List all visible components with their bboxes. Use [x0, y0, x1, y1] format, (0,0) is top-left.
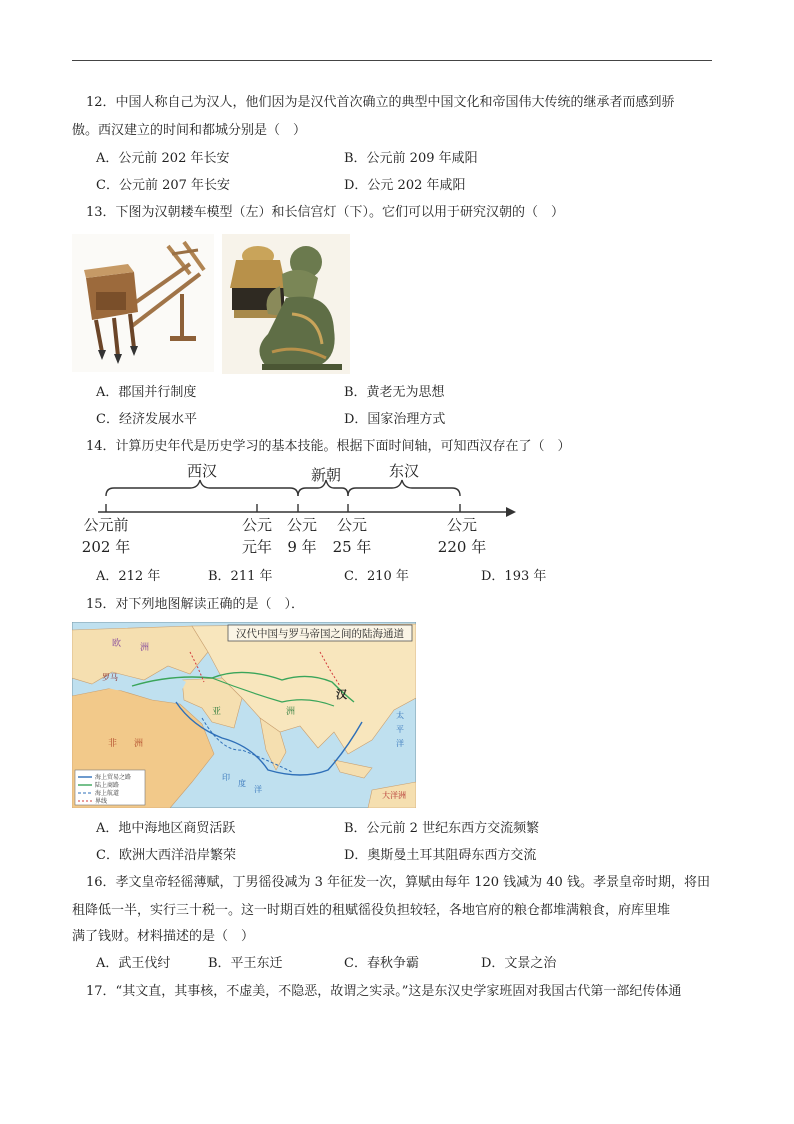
q13-option-d[interactable]: D．国家治理方式: [344, 412, 446, 427]
q12-option-a[interactable]: A．公元前 202 年长安: [96, 151, 230, 166]
map-label-yang-pac: 洋: [396, 739, 404, 748]
q14-stem: 14．计算历史年代是历史学习的基本技能。根据下面时间轴，可知西汉存在了（ ）: [86, 439, 571, 454]
q14-option-d[interactable]: D．193 年: [481, 569, 547, 584]
map-title: 汉代中国与罗马帝国之间的陆海通道: [236, 628, 404, 640]
map-label-oceania: 大洋洲: [382, 791, 406, 800]
q12-stem-line1: 12．中国人称自己为汉人，他们因为是汉代首次确立的典型中国文化和帝国伟大传统的继承者而感到骄: [86, 95, 675, 110]
tick-label-202bc-line1: 公元前: [83, 516, 129, 534]
tick-label-ad25-line1: 公元: [336, 516, 368, 534]
brace-donghan: [348, 480, 460, 496]
legend-item-sea-route: 海上航道: [95, 790, 120, 797]
q12-stem-line2: 傲。西汉建立的时间和都城分别是（ ）: [72, 123, 307, 138]
tick-label-ad1-line2: 元年: [241, 538, 273, 556]
map-label-han: 汉: [336, 688, 347, 701]
q13-option-c[interactable]: C．经济发展水平: [96, 412, 197, 427]
q16-option-c[interactable]: C．春秋争霸: [344, 956, 419, 971]
q15-option-d[interactable]: D．奥斯曼土耳其阻碍东西方交流: [344, 848, 537, 863]
map-label-yang-ind: 洋: [254, 785, 262, 794]
map-label-ping: 平: [396, 725, 404, 734]
period-label-xihan: 西汉: [186, 462, 218, 480]
q15-option-c[interactable]: C．欧洲大西洋沿岸繁荣: [96, 848, 236, 863]
han-rome-route-map: [72, 622, 416, 808]
tick-label-ad220-line1: 公元: [446, 516, 478, 534]
timeline-arrow: [506, 507, 516, 517]
q13-option-a[interactable]: A．郡国并行制度: [96, 385, 197, 400]
q16-stem-line2: 租降低一半，实行三十税一。这一时期百姓的租赋徭役负担较轻，各地官府的粮仓都堆满粮食，府库里堆: [72, 903, 671, 918]
brace-xihan: [106, 480, 298, 496]
legend-item-land-route: 陆上商路: [95, 782, 120, 789]
map-label-ou: 欧: [112, 639, 122, 649]
tick-label-ad9-line2: 9 年: [287, 538, 317, 556]
q16-stem-line3: 满了钱财。材料描述的是（ ）: [72, 929, 255, 944]
tick-label-ad220-line2: 220 年: [437, 538, 487, 556]
legend-item-sea-trade: 海上贸易之路: [95, 774, 132, 781]
tick-label-ad1-line1: 公元: [241, 516, 273, 534]
map-label-du: 度: [238, 779, 246, 788]
period-label-xinchao: 新朝: [310, 466, 342, 484]
q13-stem: 13．下图为汉朝耧车模型（左）和长信宫灯（下）。它们可以用于研究汉朝的（ ）: [86, 205, 565, 220]
q16-option-d[interactable]: D．文景之治: [481, 956, 557, 971]
q16-option-b[interactable]: B．平王东迁: [208, 956, 283, 971]
legend-item-boundary: 界线: [95, 798, 108, 805]
map-label-zhou-eu: 洲: [140, 643, 150, 653]
q15-option-a[interactable]: A．地中海地区商贸活跃: [96, 821, 236, 836]
q15-stem: 15．对下列地图解读正确的是（ ）．: [86, 597, 305, 612]
q16-option-a[interactable]: A．武王伐纣: [96, 956, 171, 971]
map-label-yin: 印: [222, 773, 230, 782]
q14-option-b[interactable]: B．211 年: [208, 569, 273, 584]
tick-label-202bc-line2: 202 年: [81, 538, 131, 556]
q15-option-b[interactable]: B．公元前 2 世纪东西方交流频繁: [344, 821, 540, 836]
timeline-figure: [70, 458, 530, 568]
q12-option-c[interactable]: C．公元前 207 年长安: [96, 178, 231, 193]
tick-label-ad9-line1: 公元: [286, 516, 318, 534]
map-label-zhou-as: 洲: [286, 707, 296, 717]
map-label-rome: 罗马: [102, 673, 118, 682]
map-label-tai: 太: [396, 711, 404, 720]
q17-stem: 17．“其文直，其事核，不虚美，不隐恶，故谓之实录。”这是东汉史学家班固对我国古代第一部纪传体通: [86, 984, 682, 999]
q12-option-b[interactable]: B．公元前 209 年咸阳: [344, 151, 478, 166]
header-rule: [72, 60, 712, 61]
q13-option-b[interactable]: B．黄老无为思想: [344, 385, 445, 400]
q14-option-a[interactable]: A．212 年: [96, 569, 161, 584]
q12-option-d[interactable]: D．公元 202 年咸阳: [344, 178, 466, 193]
changxin-palace-lamp-image: [222, 234, 350, 374]
map-label-ya: 亚: [212, 707, 222, 717]
q16-stem-line1: 16．孝文皇帝轻徭薄赋，丁男徭役减为 3 年征发一次，算赋由每年 120 钱减为 40 钱。孝景皇帝时期，将田: [86, 875, 710, 890]
seed-drill-model-image: [72, 234, 214, 372]
map-label-fei: 非: [108, 739, 118, 749]
map-label-zhou-af: 洲: [134, 739, 144, 749]
q14-option-c[interactable]: C．210 年: [344, 569, 409, 584]
period-label-donghan: 东汉: [388, 462, 420, 480]
tick-label-ad25-line2: 25 年: [332, 538, 372, 556]
